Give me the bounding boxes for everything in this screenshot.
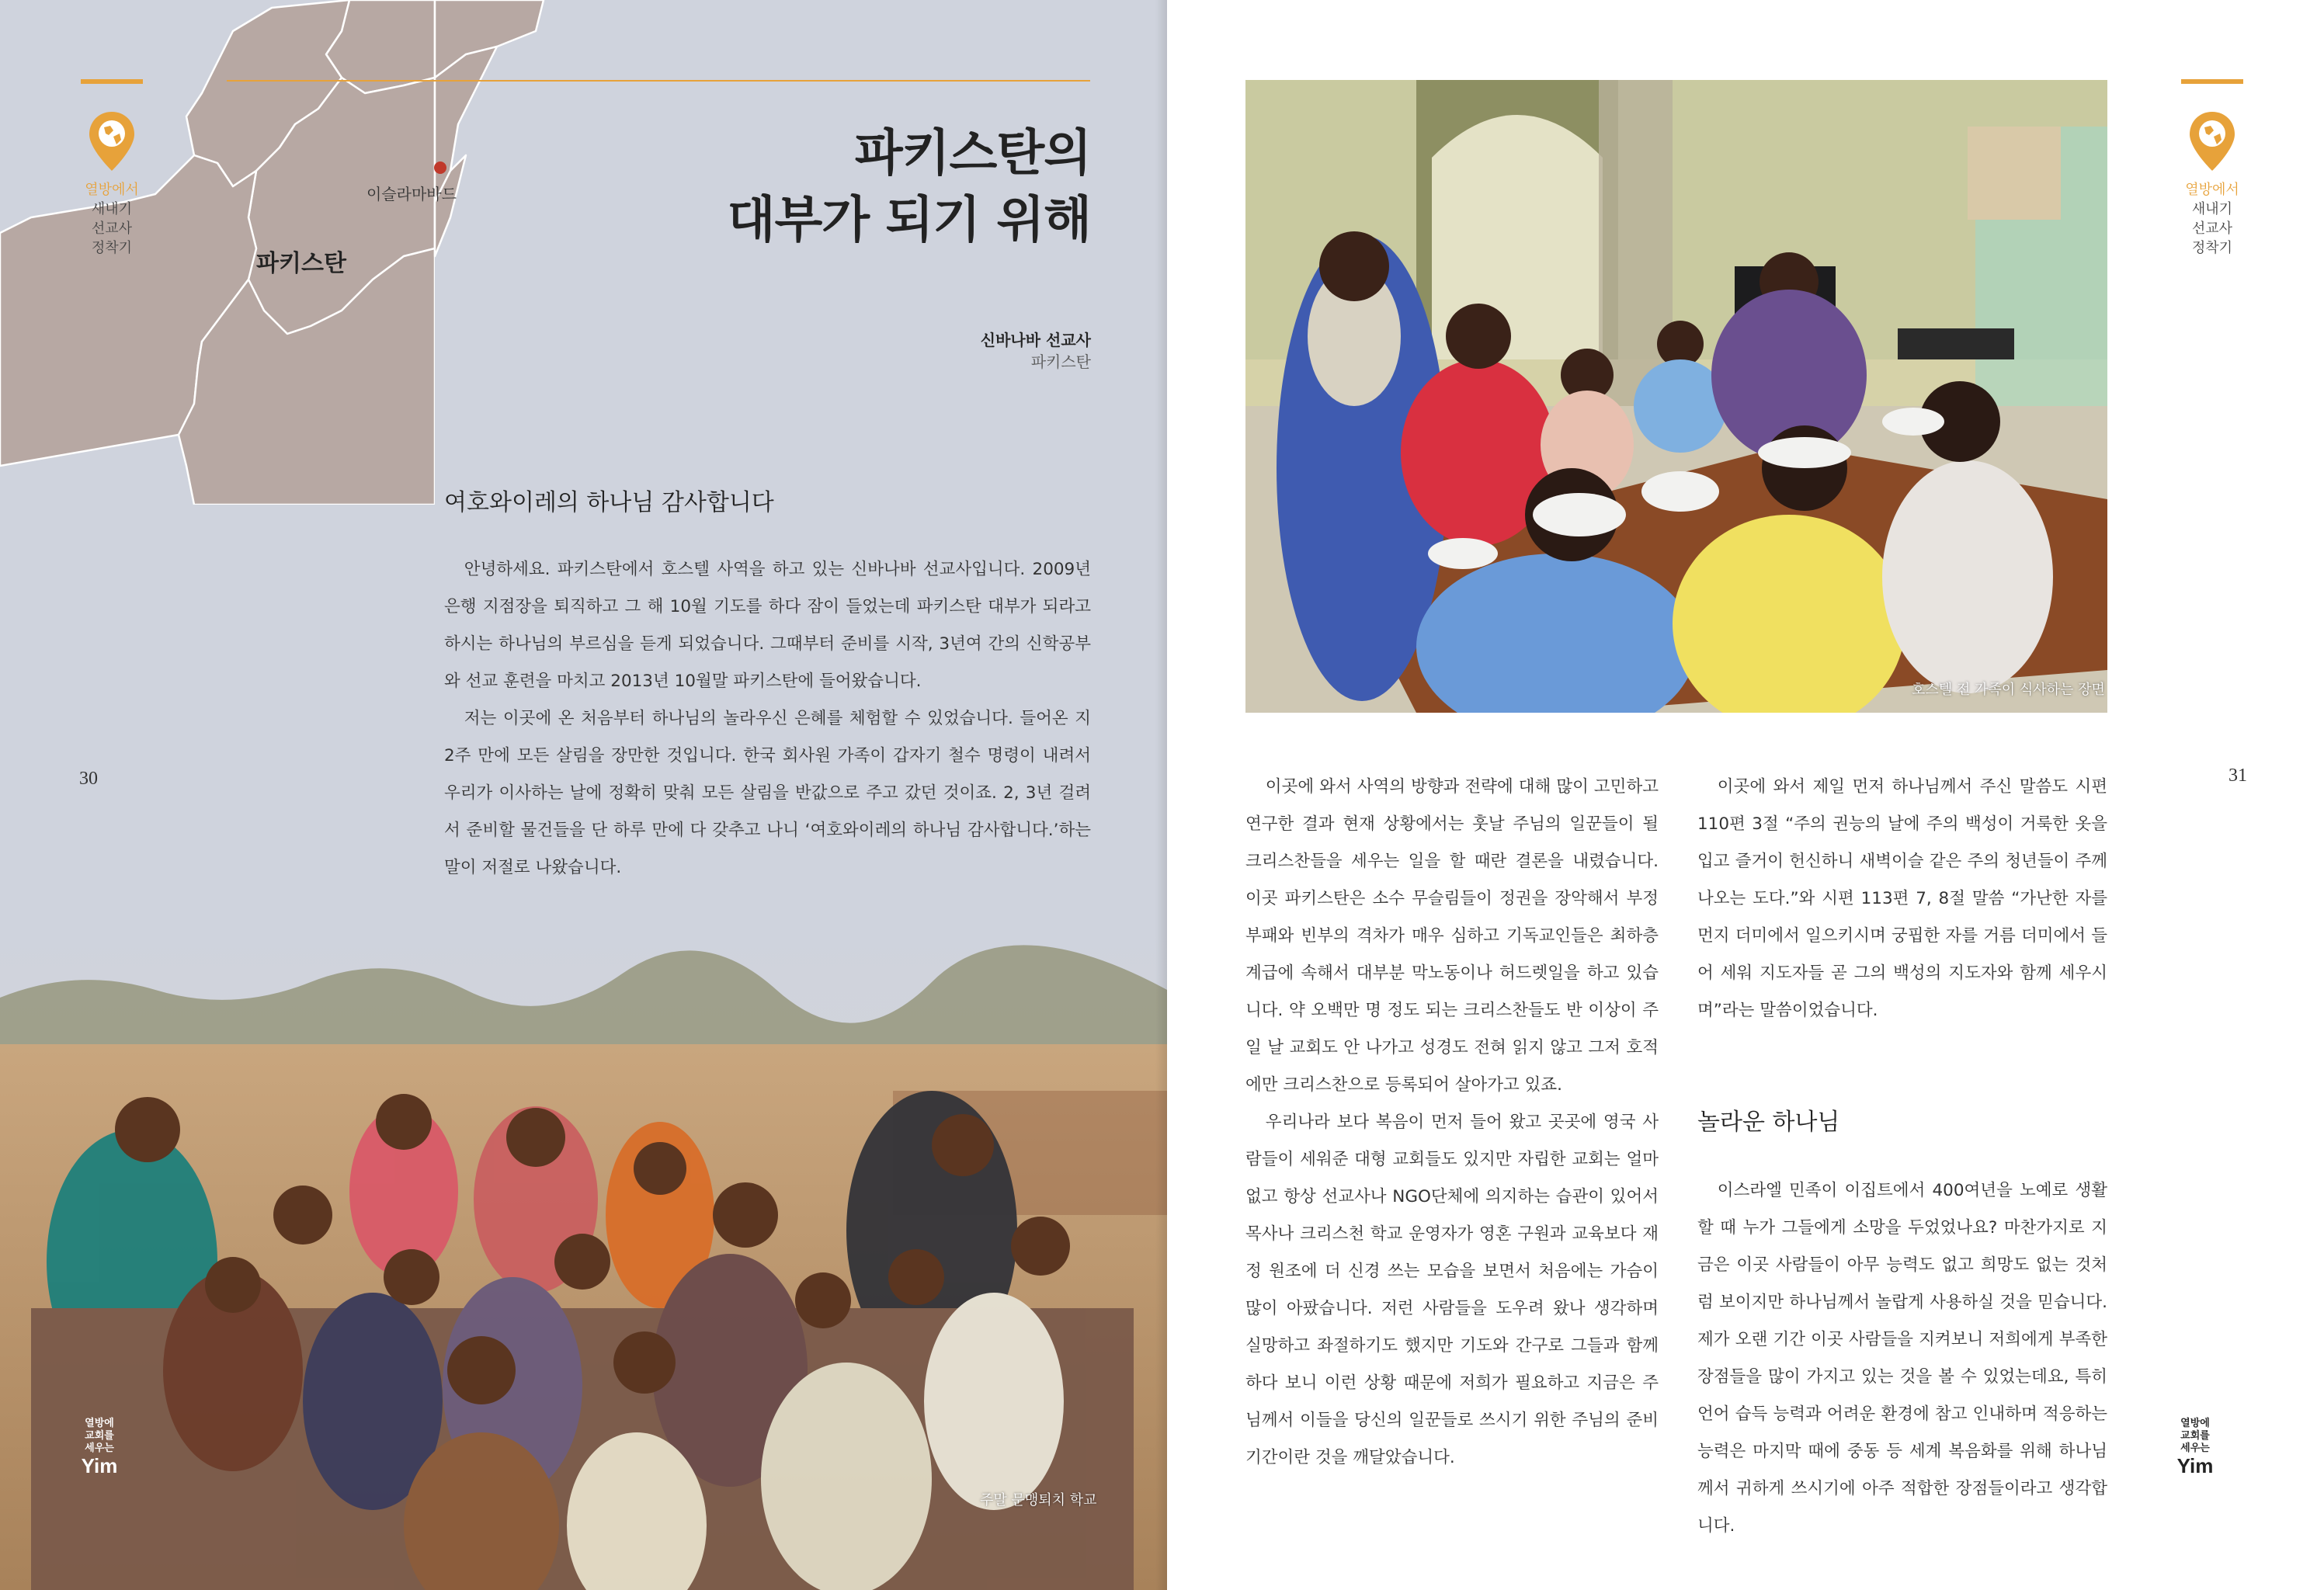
map-label-country: 파키스탄 [256, 250, 346, 277]
logo-line3: 세우는 [85, 1442, 114, 1454]
section-tag-bar [81, 79, 143, 84]
brand-logo-left [75, 1418, 124, 1477]
page-number-right: 31 [2228, 765, 2247, 786]
right-page [1167, 0, 2324, 1590]
page-number-left: 30 [79, 769, 98, 789]
left-paragraph: 저는 이곳에 온 처음부터 하나님의 놀라우신 은혜를 체험할 수 있었습니다. 들어온 지 2주 만에 모든 살림을 장만한 것입니다. 한국 회사원 가족이 갑자기 철수 명령이 내려서 우리가 이사하는 날에 정확히 맞춰 모든 살림을 반값으로 주고 갔던 것이죠. 2, 3년 걸려서 준비할 물건들을 단 하루 만에 다 갖추고 나니 ‘여호와이레의 하나님 감사합니다.’하는 말이 저절로 나왔습니다. [444, 709, 1091, 877]
logo-line1: 열방에 [85, 1418, 114, 1429]
logo-mark: Yim [81, 1454, 118, 1477]
section-tag-line2: 새내기 [91, 201, 133, 217]
left-photo-caption: 주말 문맹퇴치 학교 [980, 1492, 1097, 1508]
section-tag-text-right [2175, 180, 2249, 258]
section-tag-line4: 정착기 [91, 240, 133, 256]
logo-mark: Yim [2176, 1454, 2214, 1477]
logo-line2: 교회를 [2180, 1430, 2210, 1442]
right-photo-caption: 호스텔 전 가족이 식사하는 장면 [1912, 682, 2105, 698]
author-country: 파키스탄 [1030, 352, 1091, 371]
title-line2: 대부가 되기 위해 [727, 192, 1091, 249]
right-paragraph: 이곳에 와서 제일 먼저 하나님께서 주신 말씀도 시편 110편 3절 “주의 권능의 날에 주의 백성이 거룩한 옷을 입고 즐거이 헌신하니 새벽이슬 같은 주의 청년들이 주께 나오는 도다.”와 시편 113편 7, 8절 말씀 “가난한 자를 먼지 더미에서 일으키시며 궁핍한 자를 거름 더미에서 들어 세워 지도자들 곧 그의 백성의 지도자와 함께 세우시며”라는 말씀이었습니다. [1697, 777, 2107, 1020]
right-column-2 [1697, 769, 2107, 1029]
section-tag-text [75, 180, 149, 258]
section-tag-line4: 정착기 [2191, 240, 2233, 256]
logo-line1: 열방에 [2180, 1418, 2210, 1429]
left-body-text [444, 551, 1091, 887]
right-paragraph: 이곳에 와서 사역의 방향과 전략에 대해 많이 고민하고 연구한 결과 현재 상황에서는 훗날 주님의 일꾼들이 될 크리스찬들을 세우는 일을 할 때란 결론을 내렸습니다. 이곳 파키스탄은 소수 무슬림들이 정권을 장악해서 부정부패와 빈부의 격차가 매우 심하고 기독교인들은 최하층 계급에 속해서 대부분 막노동이나 허드렛일을 하고 있습니다. 약 오백만 명 정도 되는 크리스찬들도 반 이상이 주일 날 교회도 안 나가고 성경도 전혀 읽지 않고 그저 호적에만 크리스찬으로 등록되어 살아가고 있죠. [1245, 777, 1659, 1095]
section-tag-line1: 열방에서 [2185, 182, 2239, 198]
right-paragraph: 이스라엘 민족이 이집트에서 400여년을 노예로 생활할 때 누가 그들에게 소망을 두었었나요? 마찬가지로 지금은 이곳 사람들이 아무 능력도 없고 희망도 없는 것처럼 보이지만 하나님께서 놀랍게 사용하실 것을 믿습니다. 제가 오랜 기간 이곳 사람들을 지켜보니 저희에게 부족한 장점들을 많이 가지고 있는 것을 볼 수 있었는데요, 특히 언어 습득 능력과 어려운 환경에 참고 인내하며 적응하는 능력은 마지막 때에 중동 등 세계 복음화를 위해 하나님께서 귀하게 쓰시기에 아주 적합한 장점들이라고 생각합니다. [1697, 1181, 2107, 1536]
section-tag-bar-right [2181, 79, 2243, 84]
right-subheading: 놀라운 하나님 [1697, 1109, 1840, 1136]
section-tag-line2: 새내기 [2191, 201, 2233, 217]
logo-line2: 교회를 [85, 1430, 114, 1442]
location-pin-icon [87, 110, 137, 172]
map-label-city: 이슬라마바드 [366, 185, 457, 203]
right-photo-dining [1245, 80, 2107, 713]
section-tag-line3: 선교사 [2191, 220, 2233, 237]
section-tag-line3: 선교사 [91, 220, 133, 237]
right-paragraph: 우리나라 보다 복음이 먼저 들어 왔고 곳곳에 영국 사람들이 세워준 대형 교회들도 있지만 자립한 교회는 얼마 없고 항상 선교사나 NGO단체에 의지하는 습관이 있어서 목사나 크리스천 학교 운영자가 영혼 구원과 교육보다 재정 원조에 더 신경 쓰는 모습을 보면서 처음에는 가슴이 많이 아팠습니다. 저런 사람들을 도우려 왔나 생각하며 실망하고 좌절하기도 했지만 기도와 간구로 그들과 함께하다 보니 이런 상황 때문에 저희가 필요하고 지금은 주님께서 이들을 당신의 일꾼들로 쓰시기 위한 주님의 준비기간이란 것을 깨달았습니다. [1245, 1113, 1659, 1467]
brand-logo-right [2170, 1418, 2220, 1477]
section-tag-line1: 열방에서 [85, 182, 139, 198]
title-line1: 파키스탄의 [854, 125, 1091, 182]
page-title [544, 120, 1091, 254]
title-rule [227, 80, 1090, 82]
logo-line3: 세우는 [2180, 1442, 2210, 1454]
author-name: 신바나바 선교사 [980, 331, 1091, 349]
left-subheading: 여호와이레의 하나님 감사합니다 [444, 489, 774, 516]
right-column-2b [1697, 1172, 2107, 1545]
author-byline [776, 329, 1091, 373]
location-pin-icon [2187, 110, 2237, 172]
left-paragraph: 안녕하세요. 파키스탄에서 호스텔 사역을 하고 있는 신바나바 선교사입니다. 2009년 은행 지점장을 퇴직하고 그 해 10월 기도를 하다 잠이 들었는데 파키스탄 대부가 되라고 하시는 하나님의 부르심을 듣게 되었습니다. 그때부터 준비를 시작, 3년여 간의 신학공부와 선교 훈련을 마치고 2013년 10월말 파키스탄에 들어왔습니다. [444, 560, 1091, 691]
right-column-1 [1245, 769, 1659, 1477]
